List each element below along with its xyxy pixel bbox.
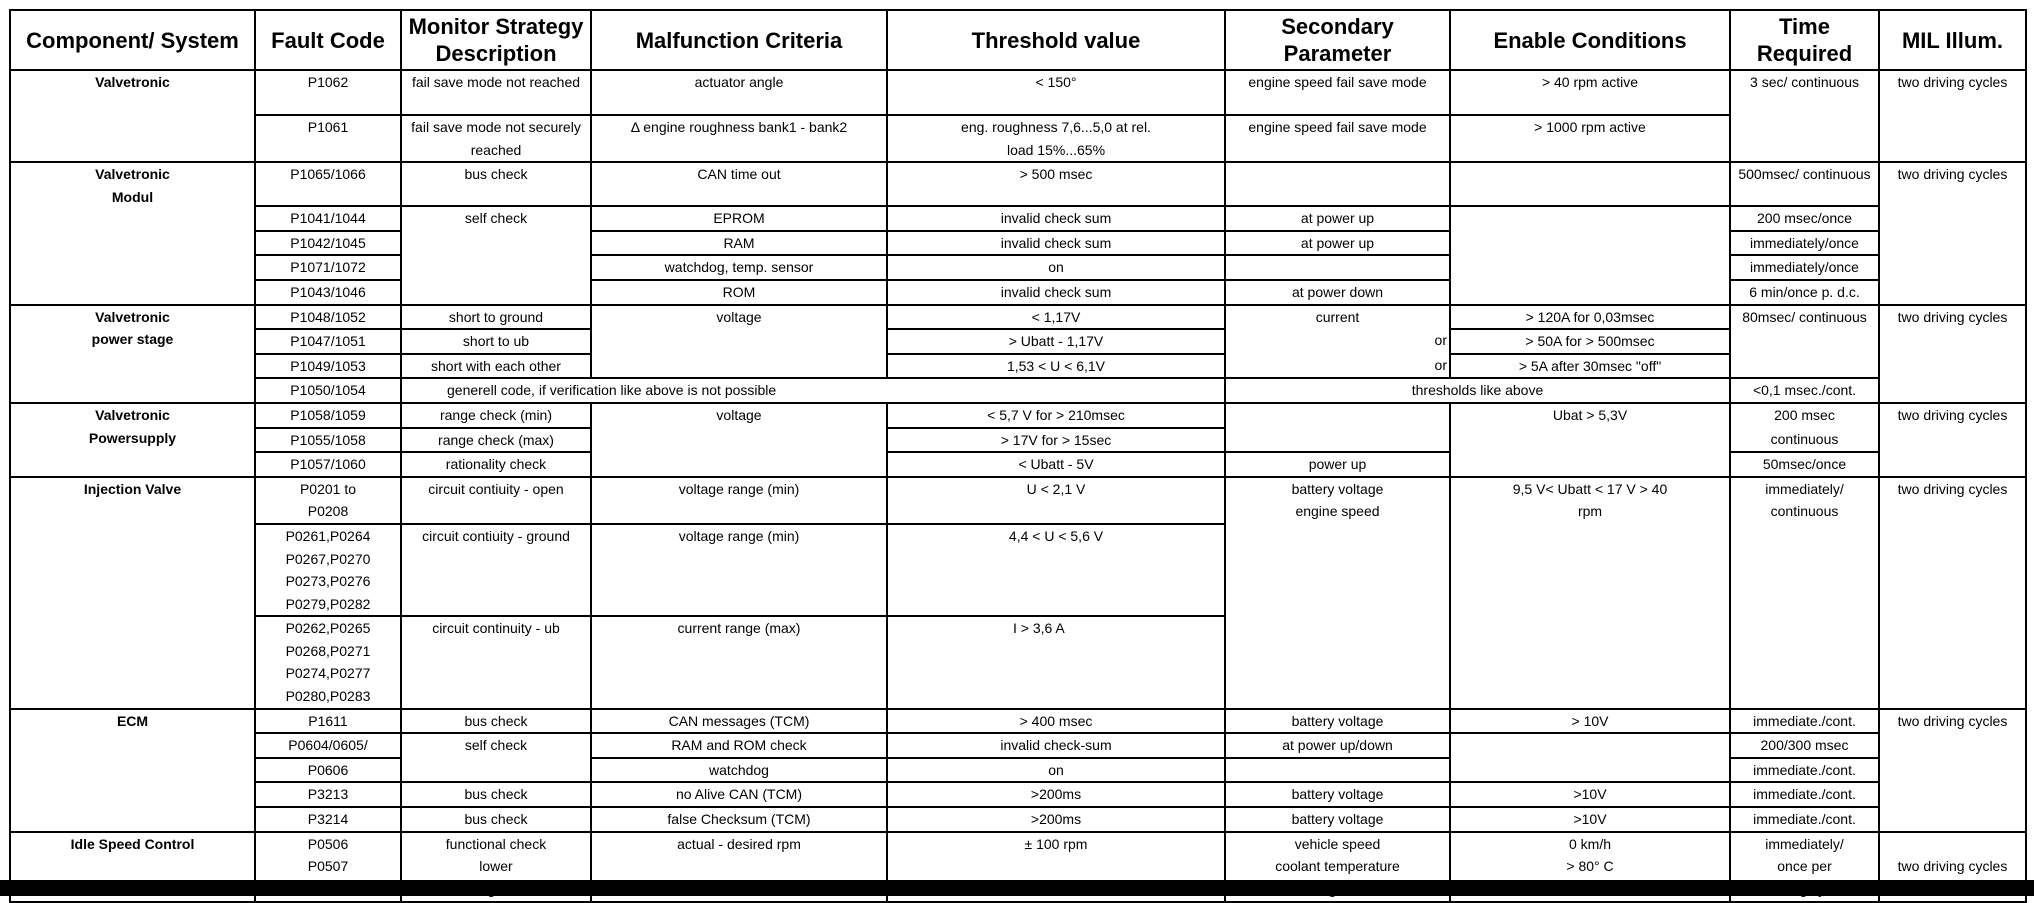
header-secondary-parameter: Secondary Parameter [1225,10,1450,70]
time-required: 6 min/once p. d.c. [1730,280,1879,305]
time-required: <0,1 msec./cont. [1730,378,1879,403]
monitor-strategy: circuit contiuity - ground [401,524,591,616]
secondary-parameter: at power down [1225,280,1450,305]
enable-conditions: >10V [1450,807,1730,832]
enable-conditions: > 1000 rpm active [1450,115,1730,162]
time-required: immediately/once [1730,231,1879,256]
fault-code: P1055/1058 [255,428,401,453]
monitor-strategy: self check [401,206,591,304]
fault-code-line: P0506 [307,835,349,852]
secondary-parameter [1225,255,1450,280]
time-required: immediate./cont. [1730,709,1879,734]
time-required: 200/300 msec [1730,733,1879,758]
threshold-value: < 150° [887,70,1225,115]
enable-conditions: > 40 rpm active [1450,70,1730,115]
secondary-parameter: thresholds like above [1225,378,1730,403]
table-row [10,403,2026,428]
system-name: ECM [10,709,255,832]
or-connector: or [1434,356,1447,373]
threshold-value: on [887,758,1225,783]
malfunction-criteria: voltage [591,403,887,477]
enable-conditions: >10V [1450,782,1730,807]
secondary-parameter: battery voltage engine speed [1225,477,1450,709]
threshold-value: < 5,7 V for > 210msec [887,403,1225,428]
enable-line: > 80° C [1566,858,1614,875]
table-row [10,115,2026,162]
fault-code-line: P0507 [307,858,349,875]
monitor-strategy: short to ground [401,305,591,330]
mil-illumination: two driving cycles [1879,162,2026,304]
time-required: immediate./cont. [1730,807,1879,832]
time-required: immediately/ continuous [1730,477,1879,709]
malfunction-criteria: ROM [591,280,887,305]
monitor-strategy: short to ub [401,329,591,354]
header-enable-conditions: Enable Conditions [1450,10,1730,70]
mil-illumination: two driving cycles [1879,832,2026,902]
malfunction-criteria: actual - desired rpm [591,832,887,902]
time-required: 500msec/ continuous [1730,162,1879,206]
fault-code: P1042/1045 [255,231,401,256]
fault-code: P1043/1046 [255,280,401,305]
monitor-strategy: range check (max) [401,428,591,453]
enable-conditions: > 120A for 0,03msec [1450,305,1730,330]
enable-conditions: > 5A after 30msec "off" [1450,354,1730,379]
time-line: immediately/ [1765,835,1844,852]
secondary-parameter [1225,403,1450,452]
header-threshold-value: Threshold value [887,10,1225,70]
fault-code: P1062 [255,70,401,115]
monitor-strategy: bus check [401,807,591,832]
time-required: 50msec/once [1730,452,1879,477]
header-component: Component/ System [10,10,255,70]
fault-code: P1057/1060 [255,452,401,477]
fault-code: P0261,P0264 P0267,P0270 P0273,P0276 P0279,P0282 [255,524,401,616]
secondary-parameter: at power up/down [1225,733,1450,758]
time-required: 200 msec [1730,403,1879,428]
monitor-strategy: generell code, if verification like above is not possible [401,378,1225,403]
malfunction-criteria: voltage range (min) [591,477,887,524]
time-line: once per [1777,858,1832,875]
time-required: continuous [1730,428,1879,453]
table-row [10,709,2026,734]
fault-code: P3213 [255,782,401,807]
enable-conditions [1450,162,1730,206]
monitor-strategy: circuit continuity - ub [401,616,591,708]
system-name: Valvetronic [10,70,255,162]
mil-illumination: two driving cycles [1879,70,2026,162]
threshold-value: > Ubatt - 1,17V [887,329,1225,354]
secondary-parameter: battery voltage [1225,782,1450,807]
table-row [10,305,2026,330]
secondary-parameter: battery voltage [1225,807,1450,832]
enable-conditions: Ubat > 5,3V [1450,403,1730,477]
secondary-parameter [1225,162,1450,206]
threshold-value: > 400 msec [887,709,1225,734]
monitor-strategy: self check [401,733,591,782]
threshold-value: < 1,17V [887,305,1225,330]
fault-code: P1049/1053 [255,354,401,379]
enable-conditions [1450,733,1730,782]
secondary-line: coolant temperature [1275,858,1400,875]
malfunction-criteria: actuator angle [591,70,887,115]
fault-code: P0606 [255,758,401,783]
fault-code: P1611 [255,709,401,734]
malfunction-criteria: RAM [591,231,887,256]
secondary-parameter: battery voltage [1225,709,1450,734]
enable-conditions: > 50A for > 500msec [1450,329,1730,354]
fault-code: P0604/0605/ [255,733,401,758]
malfunction-criteria: current range (max) [591,616,887,708]
system-name: Valvetronic Powersupply [10,403,255,477]
secondary-parameter [1225,758,1450,783]
threshold-value: invalid check sum [887,231,1225,256]
enable-conditions: > 10V [1450,709,1730,734]
malfunction-criteria: no Alive CAN (TCM) [591,782,887,807]
monitor-line: lower [479,858,513,875]
mil-illumination: two driving cycles [1879,709,2026,832]
malfunction-criteria: voltage range (min) [591,524,887,616]
header-fault-code: Fault Code [255,10,401,70]
monitor-line: functional check [445,835,547,852]
mil-illumination: two driving cycles [1879,403,2026,477]
table-row [10,329,2026,354]
table-row [10,378,2026,403]
secondary-parameter: at power up [1225,206,1450,231]
secondary-parameter: power up [1225,452,1450,477]
or-connector: or [1434,332,1447,349]
table-row [10,354,2026,379]
threshold-value: I > 3,6 A [887,616,1225,708]
threshold-value: ± 100 rpm [887,832,1225,902]
threshold-value: 1,53 < U < 6,1V [887,354,1225,379]
monitor-strategy: bus check [401,162,591,206]
fault-code: P0262,P0265 P0268,P0271 P0274,P0277 P0280,P0283 [255,616,401,708]
threshold-value: > 17V for > 15sec [887,428,1225,453]
table-row [10,733,2026,758]
enable-conditions: 9,5 V< Ubatt < 17 V > 40 rpm [1450,477,1730,709]
malfunction-criteria: watchdog, temp. sensor [591,255,887,280]
time-required: immediate./cont. [1730,758,1879,783]
system-name: Injection Valve [10,477,255,709]
time-required: 80msec/ continuous [1730,305,1879,379]
secondary-parameter: engine speed fail save mode [1225,115,1450,162]
monitor-strategy: rationality check [401,452,591,477]
time-required: immediately/once [1730,255,1879,280]
system-name: Valvetronic Modul [10,162,255,304]
malfunction-criteria: RAM and ROM check [591,733,887,758]
threshold-value: 4,4 < U < 5,6 V [887,524,1225,616]
secondary-parameter: current [1225,305,1450,330]
mil-illumination: two driving cycles [1879,305,2026,403]
secondary-parameter [1225,329,1450,354]
malfunction-criteria: watchdog [591,758,887,783]
fault-code: P1041/1044 [255,206,401,231]
monitor-strategy: range check (min) [401,403,591,428]
time-required: immediate./cont. [1730,782,1879,807]
fault-code: P1065/1066 [255,162,401,206]
fault-code: P1071/1072 [255,255,401,280]
table-row [10,206,2026,231]
secondary-line: vehicle speed [1294,835,1381,852]
time-required: 200 msec/once [1730,206,1879,231]
monitor-strategy: fail save mode not reached [401,70,591,115]
malfunction-criteria: CAN time out [591,162,887,206]
threshold-value: >200ms [887,807,1225,832]
threshold-value: invalid check sum [887,280,1225,305]
secondary-parameter: engine speed fail save mode [1225,70,1450,115]
header-row [10,10,2026,70]
fault-code: P3214 [255,807,401,832]
malfunction-criteria: false Checksum (TCM) [591,807,887,832]
enable-line: 0 km/h [1568,835,1611,852]
header-time-required: Time Required [1730,10,1879,70]
threshold-value: U < 2,1 V [887,477,1225,524]
malfunction-criteria: EPROM [591,206,887,231]
threshold-value: invalid check-sum [887,733,1225,758]
table-row [10,70,2026,115]
fault-code: P1061 [255,115,401,162]
fault-code: P1050/1054 [255,378,401,403]
threshold-value: < Ubatt - 5V [887,452,1225,477]
time-required: 3 sec/ continuous [1730,70,1879,162]
fault-code: P1047/1051 [255,329,401,354]
header-malfunction-criteria: Malfunction Criteria [591,10,887,70]
threshold-value: > 500 msec [887,162,1225,206]
system-name: Valvetronic power stage [10,305,255,403]
threshold-value: invalid check sum [887,206,1225,231]
table-row [10,162,2026,206]
secondary-parameter [1225,354,1450,379]
monitor-strategy: bus check [401,782,591,807]
threshold-value: eng. roughness 7,6...5,0 at rel. load 15%...65% [887,115,1225,162]
secondary-parameter: at power up [1225,231,1450,256]
threshold-value: on [887,255,1225,280]
monitor-strategy: fail save mode not securely reached [401,115,591,162]
fault-code: P1048/1052 [255,305,401,330]
fault-code: P0201 to P0208 [255,477,401,524]
monitor-strategy: bus check [401,709,591,734]
page-bottom-bar [0,880,2034,896]
monitor-strategy: circuit contiuity - open [401,477,591,524]
header-mil-illum: MIL Illum. [1879,10,2026,70]
header-monitor-strategy: Monitor Strategy Description [401,10,591,70]
enable-conditions [1450,206,1730,304]
obd-monitor-table [9,9,2027,903]
malfunction-criteria: Δ engine roughness bank1 - bank2 [591,115,887,162]
table-row [10,807,2026,832]
threshold-value: >200ms [887,782,1225,807]
monitor-strategy: short with each other [401,354,591,379]
fault-code: P1058/1059 [255,403,401,428]
malfunction-criteria: voltage [591,305,887,379]
table-row [10,782,2026,807]
malfunction-criteria: CAN messages (TCM) [591,709,887,734]
system-name: Idle Speed Control [10,832,255,902]
mil-illumination: two driving cycles [1879,477,2026,709]
table-row [10,477,2026,524]
